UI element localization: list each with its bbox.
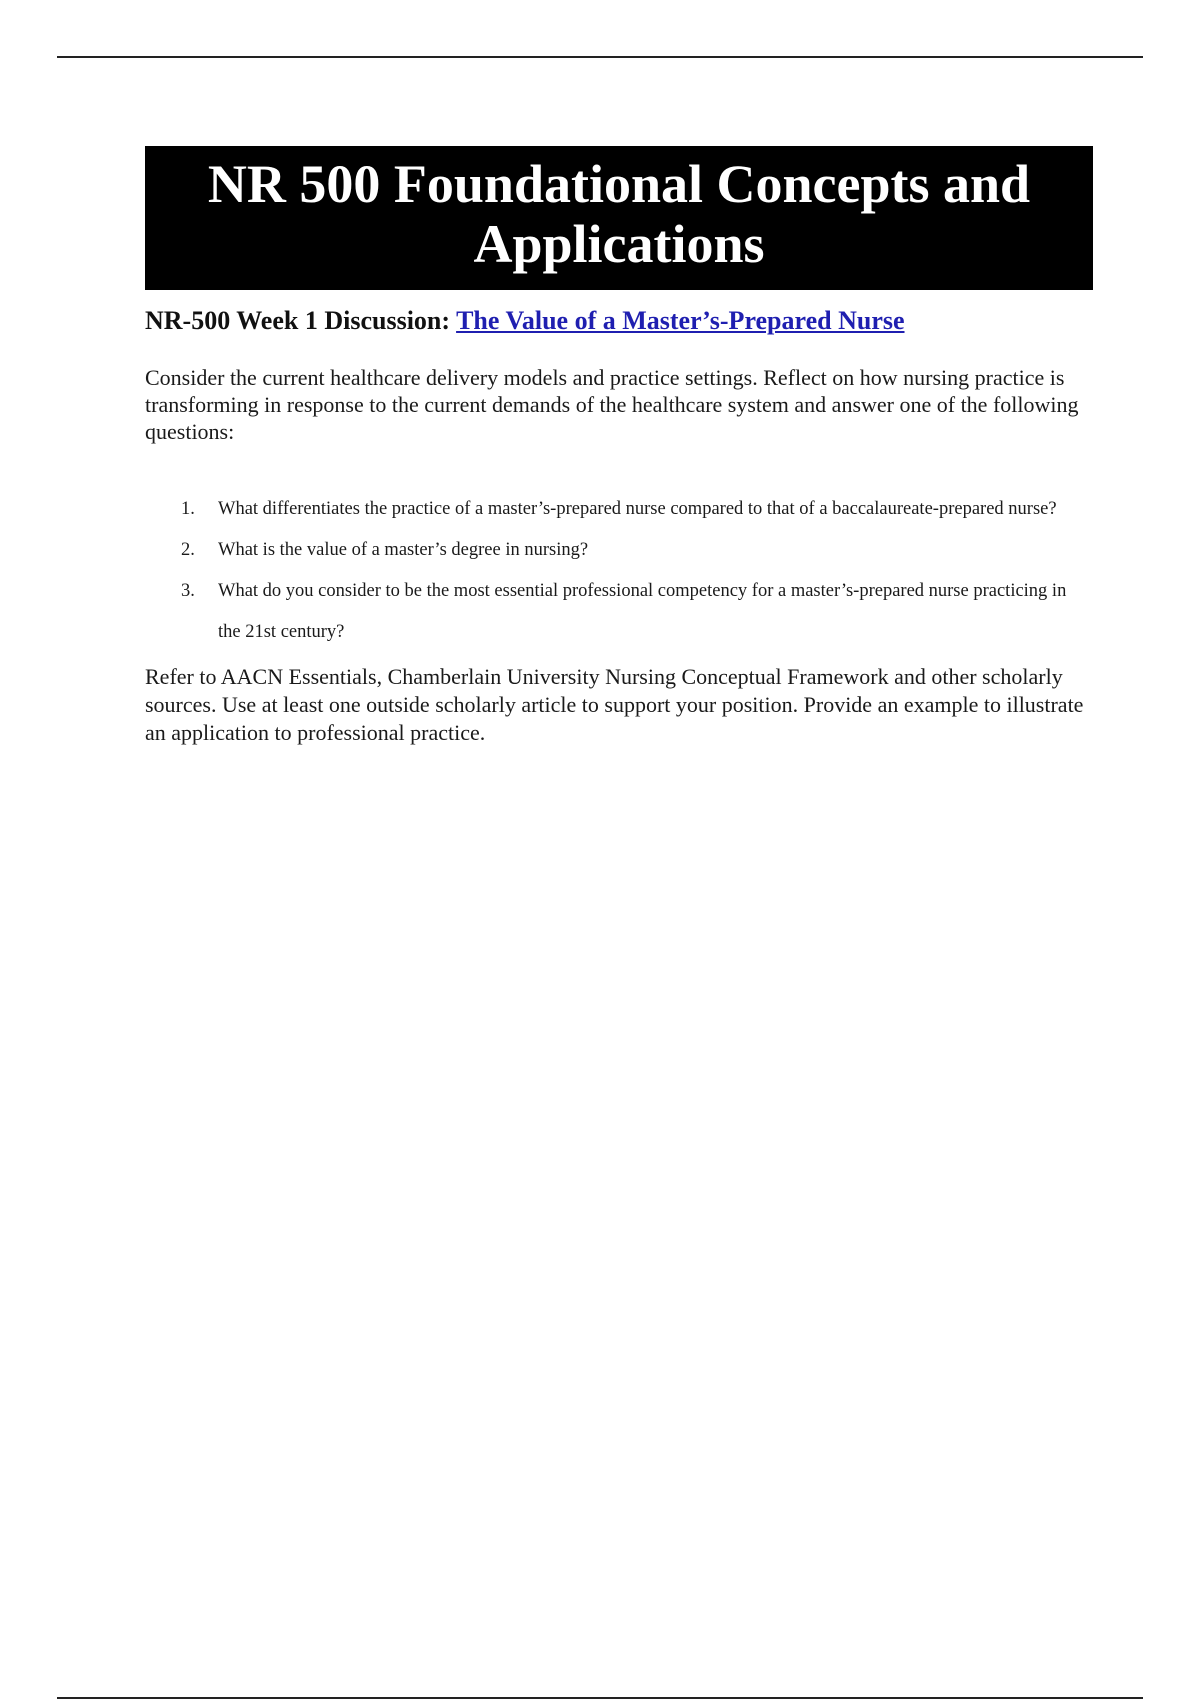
list-item-text: What differentiates the practice of a master’s-prepared nurse compared to that of a baccalaureate-prepared nurse? bbox=[218, 499, 1057, 519]
discussion-prefix: NR-500 Week 1 Discussion: bbox=[145, 306, 457, 335]
discussion-heading bbox=[145, 304, 1093, 338]
banner-title: NR 500 Foundational Concepts and Applications bbox=[207, 154, 1031, 274]
list-item bbox=[145, 489, 1093, 530]
bottom-rule bbox=[57, 1697, 1143, 1699]
list-item bbox=[145, 530, 1093, 571]
intro-paragraph: Consider the current healthcare delivery models and practice settings. Reflect on how nursing practice is transforming in response to the current demands of the healthcare system and answer one of the following questions: bbox=[145, 365, 1079, 444]
closing-paragraph: Refer to AACN Essentials, Chamberlain University Nursing Conceptual Framework and other scholarly sources. Use at least one outside scholarly article to support your position. Provide an example to illustrate an application to professional practice. bbox=[145, 664, 1084, 745]
title-banner bbox=[145, 146, 1093, 290]
list-item-text: What is the value of a master’s degree in nursing? bbox=[218, 540, 589, 560]
list-item-number: 1. bbox=[181, 499, 195, 519]
discussion-title-link[interactable]: The Value of a Master’s-Prepared Nurse bbox=[456, 306, 905, 335]
question-list bbox=[145, 489, 1093, 653]
document-body bbox=[145, 146, 1093, 747]
list-item-number: 3. bbox=[181, 581, 195, 601]
list-item-text: What do you consider to be the most essential professional competency for a master’s-prepared nurse practicing in the 21st century? bbox=[218, 581, 1067, 642]
list-item bbox=[145, 571, 1093, 653]
list-item-number: 2. bbox=[181, 540, 195, 560]
top-rule bbox=[57, 56, 1143, 58]
